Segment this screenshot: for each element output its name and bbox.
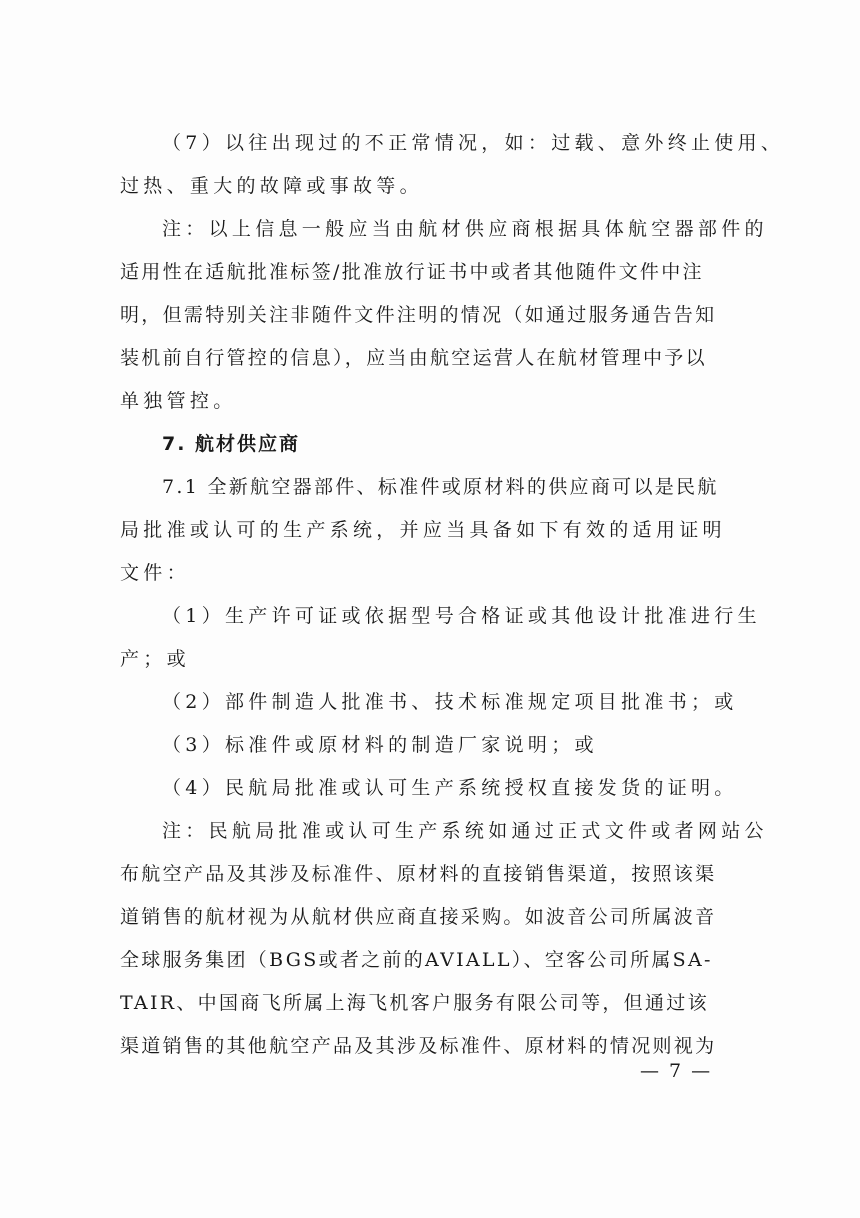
note-paragraph: 注：民航局批准或认可生产系统如通过正式文件或者网站公 xyxy=(162,820,768,842)
list-item-4: （4）民航局批准或认可生产系统授权直接发货的证明。 xyxy=(162,777,738,799)
section-paragraph: 7.1 全新航空器部件、标准件或原材料的供应商可以是民航 xyxy=(162,476,719,498)
paragraph-line: TAIR、中国商飞所属上海飞机客户服务有限公司等，但通过该 xyxy=(120,992,709,1014)
section-heading: 7. 航材供应商 xyxy=(162,433,301,455)
page-number: — 7 — xyxy=(640,1060,713,1082)
paragraph-line: 布航空产品及其涉及标准件、原材料的直接销售渠道，按照该渠 xyxy=(120,863,717,885)
paragraph-line: 明，但需特别关注非随件文件注明的情况（如通过服务通告告知 xyxy=(120,304,717,326)
paragraph-line: 渠道销售的其他航空产品及其涉及标准件、原材料的情况则视为 xyxy=(120,1035,717,1057)
paragraph-line: 局批准或认可的生产系统，并应当具备如下有效的适用证明 xyxy=(120,519,726,541)
paragraph-line: 装机前自行管控的信息），应当由航空运营人在航材管理中予以 xyxy=(120,347,707,369)
list-item-3: （3）标准件或原材料的制造厂家说明；或 xyxy=(162,734,598,756)
paragraph-line: 过热、重大的故障或事故等。 xyxy=(120,175,423,197)
paragraph-line: 全球服务集团（BGS或者之前的AVIALL）、空客公司所属SA- xyxy=(120,949,713,971)
document-body xyxy=(120,122,785,1068)
paragraph-line: 道销售的航材视为从航材供应商直接采购。如波音公司所属波音 xyxy=(120,906,717,928)
list-item-7: （7）以往出现过的不正常情况，如：过载、意外终止使用、 xyxy=(162,132,785,154)
note-paragraph: 注：以上信息一般应当由航材供应商根据具体航空器部件的 xyxy=(162,218,768,240)
paragraph-line: 单独管控。 xyxy=(120,390,237,412)
paragraph-line: 产；或 xyxy=(120,648,190,670)
paragraph-line: 适用性在适航批准标签/批准放行证书中或者其他随件文件中注 xyxy=(120,261,704,283)
list-item-2: （2）部件制造人批准书、技术标准规定项目批准书；或 xyxy=(162,691,738,713)
paragraph-line: 文件： xyxy=(120,562,190,584)
list-item-1: （1）生产许可证或依据型号合格证或其他设计批准进行生 xyxy=(162,605,761,627)
